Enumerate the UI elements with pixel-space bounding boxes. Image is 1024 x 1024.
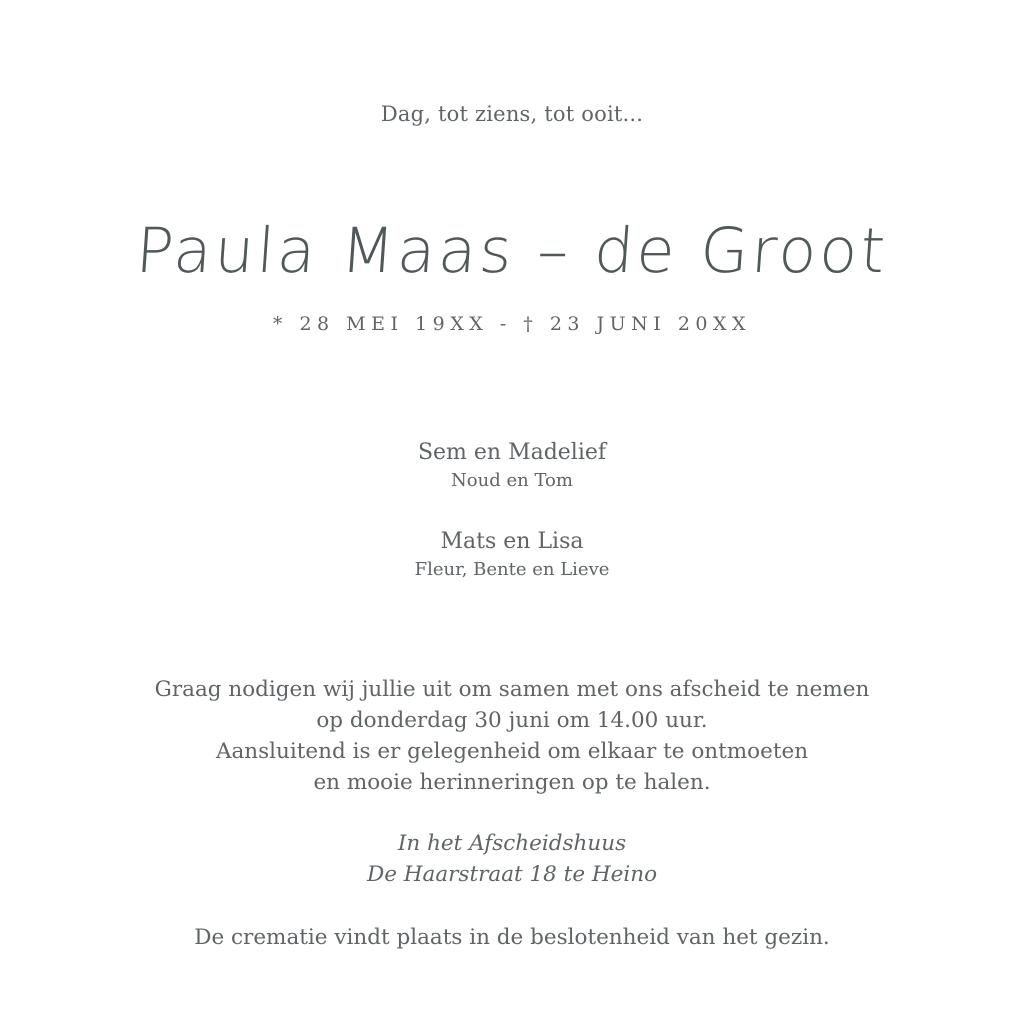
deceased-name: Paula Maas – de Groot (133, 214, 891, 287)
life-dates: * 28 MEI 19XX - † 23 JUNI 20XX (272, 313, 752, 335)
location-address: De Haarstraat 18 te Heino (366, 862, 658, 887)
location-venue: In het Afscheidshuus (397, 831, 627, 856)
closing-note: De crematie vindt plaats in de beslotenheid van het gezin. (194, 925, 830, 950)
invitation-line: Aansluitend is er gelegenheid om elkaar te ontmoeten (215, 739, 809, 764)
family-children-2: Mats en Lisa (440, 529, 584, 554)
family-children-1: Sem en Madelief (417, 440, 607, 465)
tagline: Dag, tot ziens, tot ooit... (380, 102, 644, 126)
family-grandchildren-2: Fleur, Bente en Lieve (414, 559, 610, 580)
invitation-line: op donderdag 30 juni om 14.00 uur. (316, 708, 708, 733)
invitation-line: en mooie herinneringen op te halen. (313, 770, 711, 795)
invitation-line: Graag nodigen wij jullie uit om samen met ons afscheid te nemen (154, 677, 870, 702)
family-grandchildren-1: Noud en Tom (451, 470, 573, 491)
